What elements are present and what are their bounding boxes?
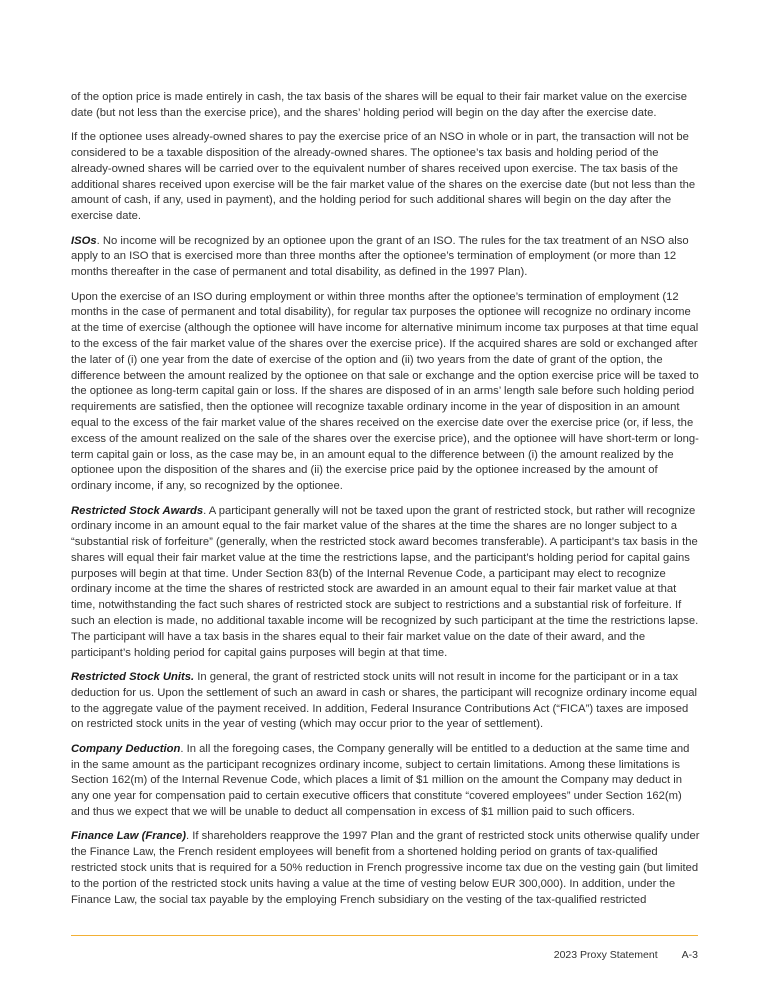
paragraph-iso-exercise: Upon the exercise of an ISO during employment or within three months after the optionee’s termination of employment (12 months in the case of permanent and total disability), for regular tax purposes the optionee will recognize no ordinary income at the time of exercise (although the optionee will have income for alternative minimum income tax purposes at that time equal to the excess of the fair market value of the shares over the exercise price). If the acquired shares are sold or exchanged after the later of (i) one year from the date of exercise of the option and (ii) two years from the date of grant of the option, the difference between the amount realized by the optionee on that sale or exchange and the option exercise price will be taxed to the optionee as long-term capital gain or loss. If the shares are disposed of in an arms’ length sale before such holding period requirements are satisfied, then the optionee will recognize taxable ordinary income in the year of disposition in an amount equal to the excess of the fair market value of the shares received on the exercise date over the exercise price (or, if less, the excess of the amount realized on the sale of the shares over the exercise price), and the optionee will have short-term or long-term capital gain or loss, as the case may be, in an amount equal to the difference between (i) the amount realized by the optionee upon the disposition of the shares and (ii) the exercise price paid by the optionee increased by the amount of ordinary income, if any, so recognized by the optionee. (71, 290, 699, 493)
heading-restricted-stock-units: Restricted Stock Units. (71, 671, 195, 684)
paragraph-finance-law-france: Finance Law (France). If shareholders reapprove the 1997 Plan and the grant of restricted stock units otherwise qualify under the Finance Law, the French resident employees will benefit from a shortened holding period on grants of tax-qualified restricted stock units that is required for a 50% reduction in French progressive income tax due on the vesting gain (but limited to the portion of the restricted stock units having a value at the time of vesting below EUR 300,000). In addition, under the Finance Law, the social tax payable by the employing French subsidiary on the vesting of the tax-qualified restricted (71, 830, 700, 906)
paragraph-owned-shares: If the optionee uses already-owned shares to pay the exercise price of an NSO in whole or in part, the transaction will not be considered to be a taxable disposition of the already-owned shares. The optionee’s tax basis and holding period of the already-owned shares will be carried over to the equivalent number of shares received upon exercise. The tax basis of the additional shares received upon exercise will be the fair market value of the shares on the exercise date (but not less than the amount of cash, if any, used in payment), and the holding period for such additional shares will begin on the day after the exercise date. (71, 131, 696, 223)
paragraph-company-deduction: Company Deduction. In all the foregoing cases, the Company generally will be entitled to a deduction at the same time and in the same amount as the participant recognizes ordinary income, subject to certain limitations. Among these limitations is Section 162(m) of the Internal Revenue Code, which places a limit of $1 million on the amount the Company may deduct in any one year for compensation paid to certain executive officers that constitute “covered employees” under Section 162(m) and thus we expect that we will be unable to deduct all compensation in excess of $1 million paid to such officers. (71, 742, 690, 819)
heading-restricted-stock-awards: Restricted Stock Awards (71, 504, 204, 517)
page-number: A-3 (681, 949, 698, 961)
footer-rule (71, 935, 698, 936)
heading-company-deduction: Company Deduction (71, 742, 181, 755)
footer-document-title: 2023 Proxy Statement (553, 949, 658, 961)
heading-isos: ISOs (71, 234, 97, 247)
page-footer (554, 949, 698, 961)
paragraph-isos: ISOs. No income will be recognized by an optionee upon the grant of an ISO. The rules for the tax treatment of an NSO also apply to an ISO that is exercised more than three months after the optionee’s termination of employment (or more than 12 months thereafter in the case of permanent and total disability, as defined in the 1997 Plan). (71, 234, 689, 279)
paragraph-restricted-stock-awards: Restricted Stock Awards. A participant generally will not be taxed upon the grant of restricted stock, but rather will recognize ordinary income in an amount equal to the fair market value of the shares at the time the shares are no longer subject to a “substantial risk of forfeiture” (generally, when the restricted stock award becomes transferable). A participant’s tax basis in the shares will equal their fair market value at the time the restrictions lapse, and the participant’s holding period for capital gains purposes will begin at that time. Under Section 83(b) of the Internal Revenue Code, a participant may elect to recognize ordinary income at the time the shares of restricted stock are awarded in an amount equal to their fair market value at that time, notwithstanding the fact such shares of restricted stock are subject to restrictions and a substantial risk of forfeiture. If such an election is made, no additional taxable income will be recognized by such participant at the time the restrictions lapse. The participant will have a tax basis in the shares equal to their fair market value on the date of their award, and the participant’s holding period for capital gains purposes will begin at that time. (71, 504, 699, 659)
paragraph-restricted-stock-units: Restricted Stock Units. In general, the grant of restricted stock units will not result in income for the participant or in a tax deduction for us. Upon the settlement of such an award in cash or shares, the participant will recognize ordinary income equal to the aggregate value of the payment received. In addition, Federal Insurance Contributions Act (“FICA”) taxes are imposed on restricted stock units in the year of vesting (which may occur prior to the year of settlement). (71, 671, 697, 731)
paragraph-option-cash: of the option price is made entirely in cash, the tax basis of the shares will be equal to their fair market value on the exercise date (but not less than the exercise price), and the shares’ holding period will begin on the day after the exercise date. (71, 91, 687, 119)
body-text (71, 90, 701, 917)
heading-finance-law-france: Finance Law (France) (71, 830, 187, 843)
